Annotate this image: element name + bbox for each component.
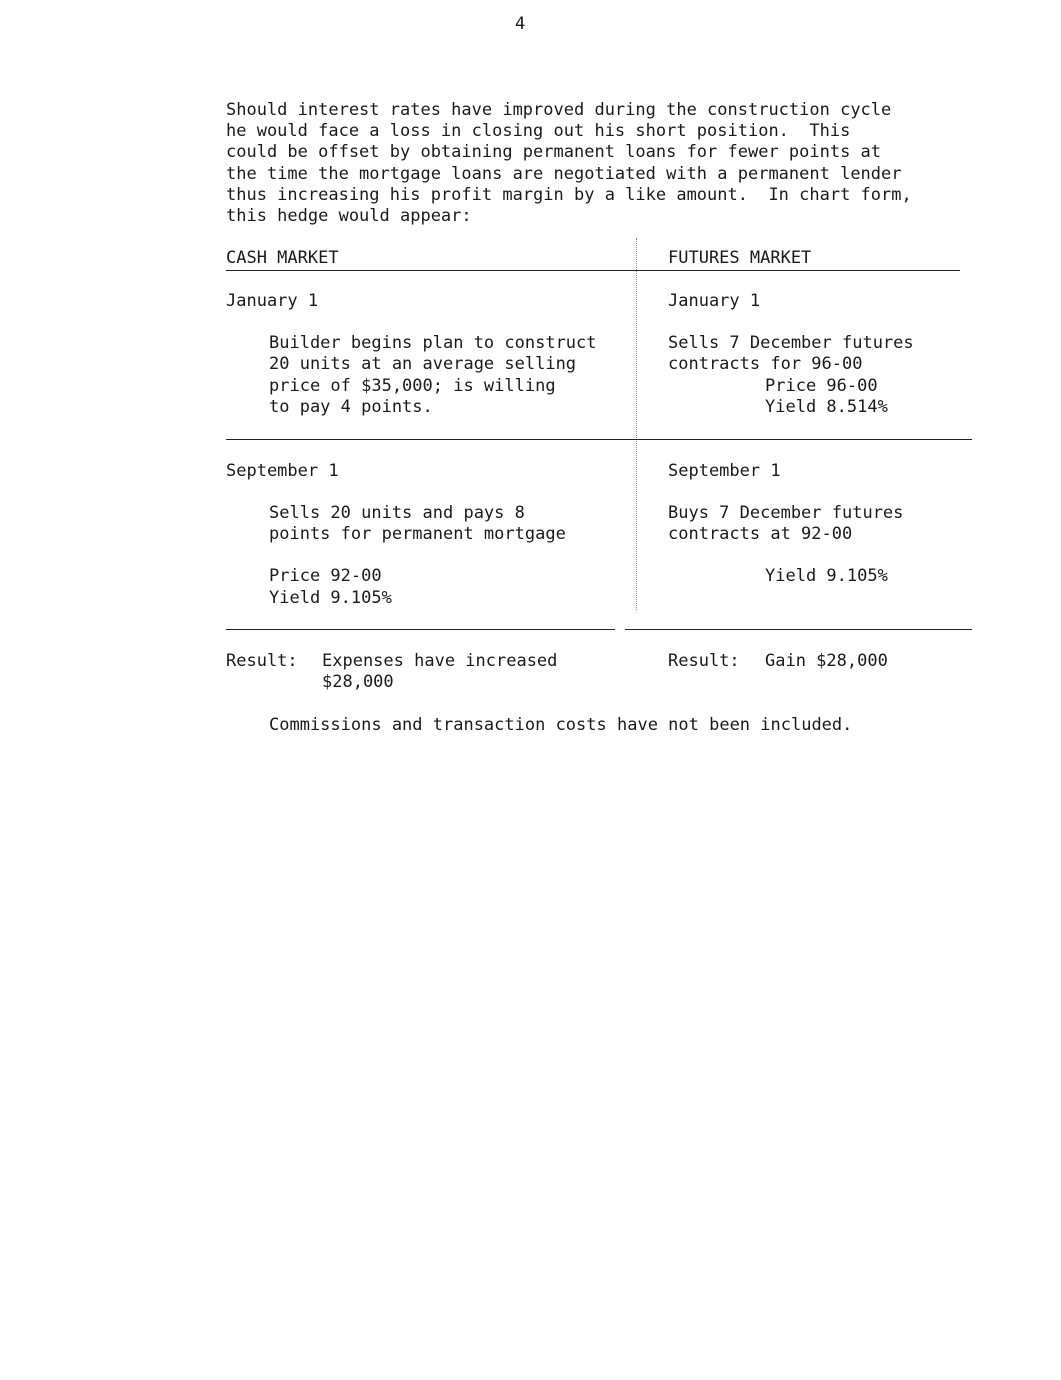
futures-jan-date: January 1 (668, 291, 761, 311)
cash-jan-date: January 1 (226, 291, 319, 311)
column-divider (636, 238, 637, 610)
futures-result-label: Result: (668, 651, 740, 671)
futures-jan-price: Price 96-00 (765, 376, 878, 396)
january-rule (226, 439, 972, 440)
futures-jan-line-1: Sells 7 December futures (668, 333, 914, 353)
intro-line-3: could be offset by obtaining permanent loans for fewer points at (226, 142, 882, 162)
september-rule-left (226, 629, 615, 630)
futures-result-text: Gain $28,000 (765, 651, 888, 671)
cash-result-text-2: $28,000 (322, 672, 394, 692)
header-rule (226, 270, 960, 271)
futures-market-header: FUTURES MARKET (668, 248, 812, 268)
september-rule-right (625, 629, 972, 630)
futures-jan-yield: Yield 8.514% (765, 397, 888, 417)
futures-sep-date: September 1 (668, 461, 781, 481)
cash-jan-line-3: price of $35,000; is willing (269, 376, 556, 396)
cash-sep-price: Price 92-00 (269, 566, 382, 586)
cash-jan-line-2: 20 units at an average selling (269, 354, 577, 374)
cash-jan-line-1: Builder begins plan to construct (269, 333, 597, 353)
cash-result-text-1: Expenses have increased (322, 651, 558, 671)
futures-sep-line-1: Buys 7 December futures (668, 503, 904, 523)
futures-jan-line-2: contracts for 96-00 (668, 354, 863, 374)
cash-sep-line-1: Sells 20 units and pays 8 (269, 503, 525, 523)
cash-jan-line-4: to pay 4 points. (269, 397, 433, 417)
cash-sep-line-2: points for permanent mortgage (269, 524, 566, 544)
futures-sep-yield: Yield 9.105% (765, 566, 888, 586)
intro-line-2: he would face a loss in closing out his short position. This (226, 121, 851, 141)
intro-line-6: this hedge would appear: (226, 206, 472, 226)
cash-market-header: CASH MARKET (226, 248, 339, 268)
page-number: 4 (515, 14, 526, 34)
commissions-note: Commissions and transaction costs have not been included. (269, 715, 853, 735)
intro-line-4: the time the mortgage loans are negotiated with a permanent lender (226, 164, 902, 184)
cash-sep-yield: Yield 9.105% (269, 588, 392, 608)
intro-line-5: thus increasing his profit margin by a like amount. In chart form, (226, 185, 912, 205)
intro-line-1: Should interest rates have improved during the construction cycle (226, 100, 892, 120)
cash-sep-date: September 1 (226, 461, 339, 481)
cash-result-label: Result: (226, 651, 298, 671)
futures-sep-line-2: contracts at 92-00 (668, 524, 853, 544)
